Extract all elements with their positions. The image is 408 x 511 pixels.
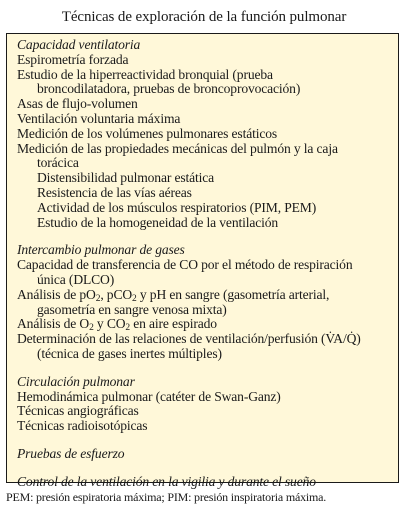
sub-list-item: Resistencia de las vías aéreas xyxy=(37,184,192,200)
list-item-continuation: broncodilatadora, pruebas de broncoprovocación) xyxy=(37,81,301,97)
subscript: 2 xyxy=(125,323,131,334)
subscript: 2 xyxy=(89,323,94,334)
list-item-continuation: gasometría en sangre venosa mixta) xyxy=(37,301,227,317)
list-item: Estudio de la hiperreactividad bronquial (prueba xyxy=(17,66,273,82)
table-title: Técnicas de exploración de la función pulmonar xyxy=(61,9,347,25)
list-item: Técnicas angiográficas xyxy=(17,403,139,419)
sub-list-item: Estudio de la homogeneidad de la ventilación xyxy=(37,214,279,230)
text-part: Análisis de O xyxy=(17,316,90,332)
list-item: Ventilación voluntaria máxima xyxy=(17,110,181,126)
sub-list-item: Actividad de los músculos respiratorios (PIM, PEM) xyxy=(37,199,317,215)
list-item: Técnicas radioisotópicas xyxy=(17,418,148,434)
section-spacer xyxy=(17,362,392,375)
section-header-circulacion-pulmonar: Circulación pulmonar xyxy=(17,373,135,389)
list-item: Determinación de las relaciones de ventilación/perfusión (V̇A/Q̇) xyxy=(17,331,361,347)
list-item: Medición de los volúmenes pulmonares estáticos xyxy=(17,125,278,141)
list-item-continuation: única (DLCO) xyxy=(37,271,115,287)
list-item-continuation: (técnica de gases inertes múltiples) xyxy=(37,345,222,361)
list-item: Asas de flujo-volumen xyxy=(17,96,138,112)
text-part: , pCO xyxy=(100,286,133,302)
subscript: 2 xyxy=(132,293,137,304)
footnote: PEM: presión espiratoria máxima; PIM: presión inspiratoria máxima. xyxy=(6,490,327,504)
subscript: 2 xyxy=(95,293,101,304)
list-item: Hemodinámica pulmonar (catéter de Swan-Ganz) xyxy=(17,388,281,404)
list-item: Espirometría forzada xyxy=(17,51,129,67)
list-item: Medición de las propiedades mecánicas del pulmón y la caja xyxy=(17,140,338,156)
text-part: en aire espirado xyxy=(130,316,217,332)
list-item-continuation: torácica xyxy=(37,155,79,171)
section-spacer xyxy=(17,462,392,475)
text-part: y pH en sangre (gasometría arterial, xyxy=(136,286,330,302)
section-header-capacidad-ventilatoria: Capacidad ventilatoria xyxy=(17,37,141,52)
sub-list-item: Distensibilidad pulmonar estática xyxy=(37,170,215,186)
section-header-intercambio-gases: Intercambio pulmonar de gases xyxy=(17,242,185,258)
list-item-analisis-sangre xyxy=(17,288,392,303)
text-part: Análisis de pO xyxy=(17,286,96,302)
list-item-analisis-aire xyxy=(17,317,392,332)
section-header-pruebas-esfuerzo: Pruebas de esfuerzo xyxy=(17,445,125,461)
text-part: y CO xyxy=(93,316,126,332)
techniques-box xyxy=(6,33,399,489)
list-item: Capacidad de transferencia de CO por el método de respiración xyxy=(17,257,353,273)
section-spacer xyxy=(17,434,392,447)
section-header-control-ventilacion: Control de la ventilación en la vigilia y durante el sueño xyxy=(17,473,316,489)
